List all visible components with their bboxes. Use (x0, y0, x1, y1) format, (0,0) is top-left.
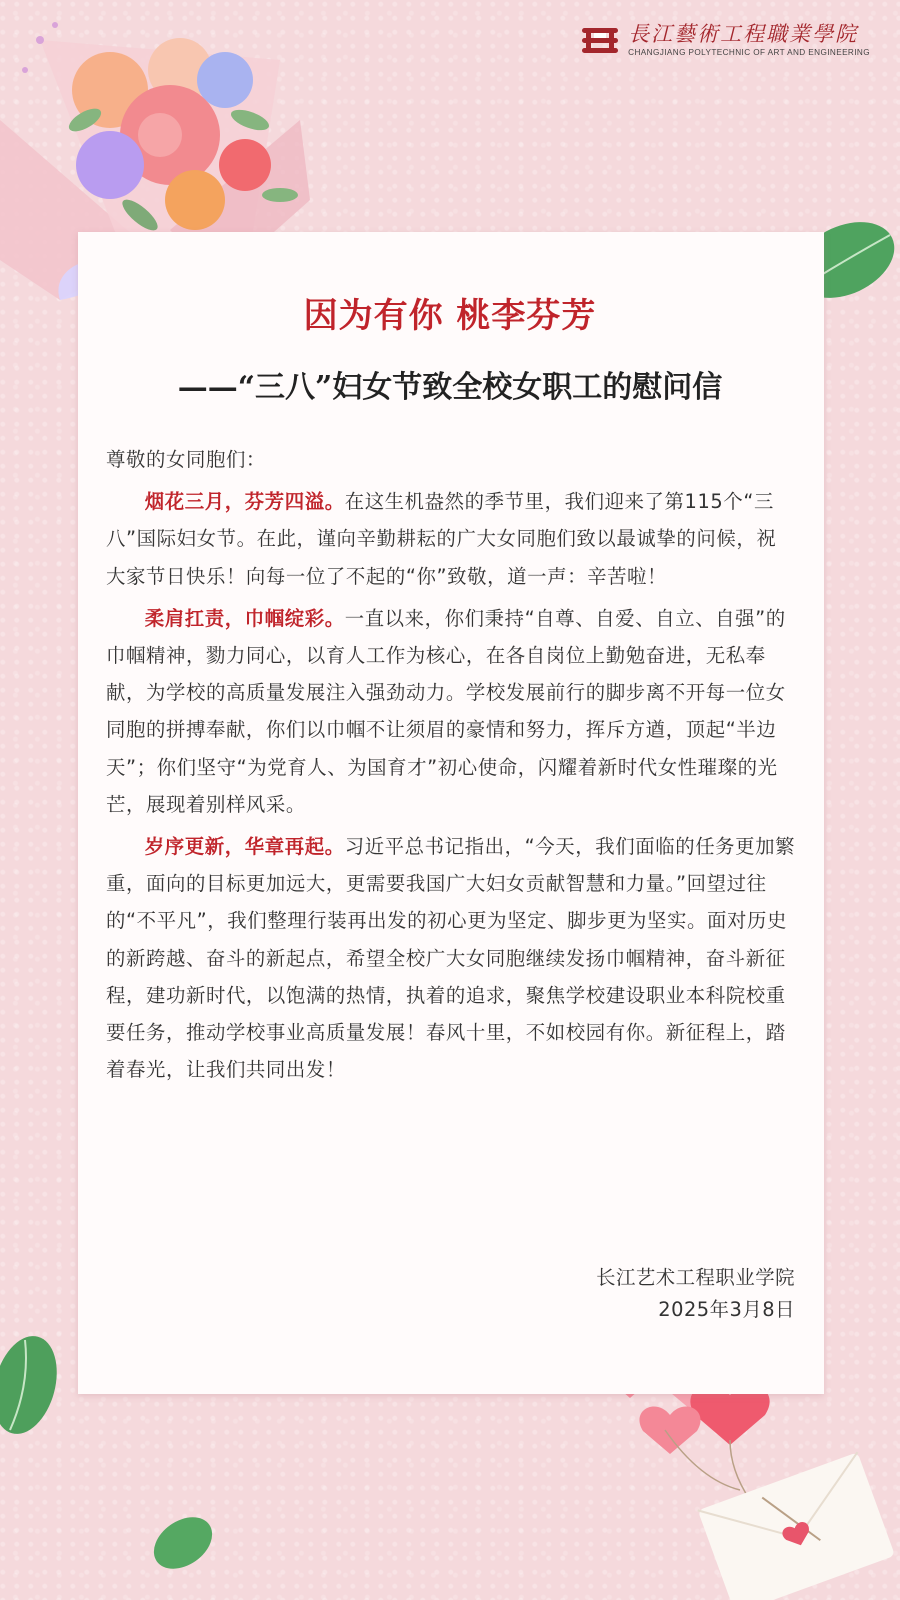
paragraph-2 (106, 600, 796, 823)
signature: 长江艺术工程职业学院 (596, 1266, 795, 1289)
paragraph-1-lead: 烟花三月，芬芳四溢。 (144, 490, 345, 514)
paragraph-2-text: 一直以来，你们秉持“自尊、自爱、自立、自强”的巾帼精神，勠力同心，以育人工作为核心，在各自岗位上勤勉奋进，无私奉献，为学校的高质量发展注入强劲动力。学校发展前行的脚步离不开每一位女同胞的拼搏奉献，你们以巾帼不让须眉的豪情和努力，挥斥方遒，顶起“半边天”；你们坚守“为党育人、为国育才”初心使命，闪耀着新时代女性璀璨的光芒，展现着别样风采。 (106, 606, 786, 816)
paragraph-3 (106, 828, 796, 1088)
paragraph-1 (106, 483, 796, 595)
school-name-en: CHANGJIANG POLYTECHNIC OF ART AND ENGINEERING (628, 48, 870, 57)
green-leaf-bottom-left (0, 1330, 70, 1440)
school-emblem-icon (580, 22, 620, 62)
green-leaf-small (145, 1508, 220, 1578)
paragraph-2-lead: 柔肩扛责，巾帼绽彩。 (144, 606, 345, 630)
school-name-cn: 長江藝術工程職業學院 (628, 22, 859, 46)
date: 2025年3月8日 (658, 1298, 795, 1321)
signature-block (596, 1262, 795, 1326)
school-logo (580, 22, 870, 62)
paragraph-3-lead: 岁序更新，华章再起。 (144, 835, 345, 859)
paragraph-3-text: 习近平总书记指出，“今天，我们面临的任务更加繁重，面向的目标更加远大，更需要我国广大妇女贡献智慧和力量。”回望过往的“不平凡”，我们整理行装再出发的初心更为坚定、脚步更为坚实。面对历史的新跨越、奋斗的新起点，希望全校广大女同胞继续发扬巾帼精神，奋斗新征程，建功新时代，以饱满的热情，执着的追求，聚焦学校建设职业本科院校重要任务，推动学校事业高质量发展！春风十里，不如校园有你。新征程上，踏着春光，让我们共同出发！ (106, 835, 796, 1082)
paragraph-1-text: 在这生机盎然的季节里，我们迎来了第115个“三八”国际妇女节。在此，谨向辛勤耕耘的广大女同胞们致以最诚挚的问候，祝大家节日快乐！向每一位了不起的“你”致敬，道一声：辛苦啦！ (106, 490, 777, 588)
page-subtitle: ——“三八”妇女节致全校女职工的慰问信 (177, 370, 723, 405)
salutation: 尊敬的女同胞们： (106, 448, 266, 471)
letter-body (106, 441, 796, 1093)
page-title: 因为有你 桃李芬芳 (303, 296, 597, 336)
